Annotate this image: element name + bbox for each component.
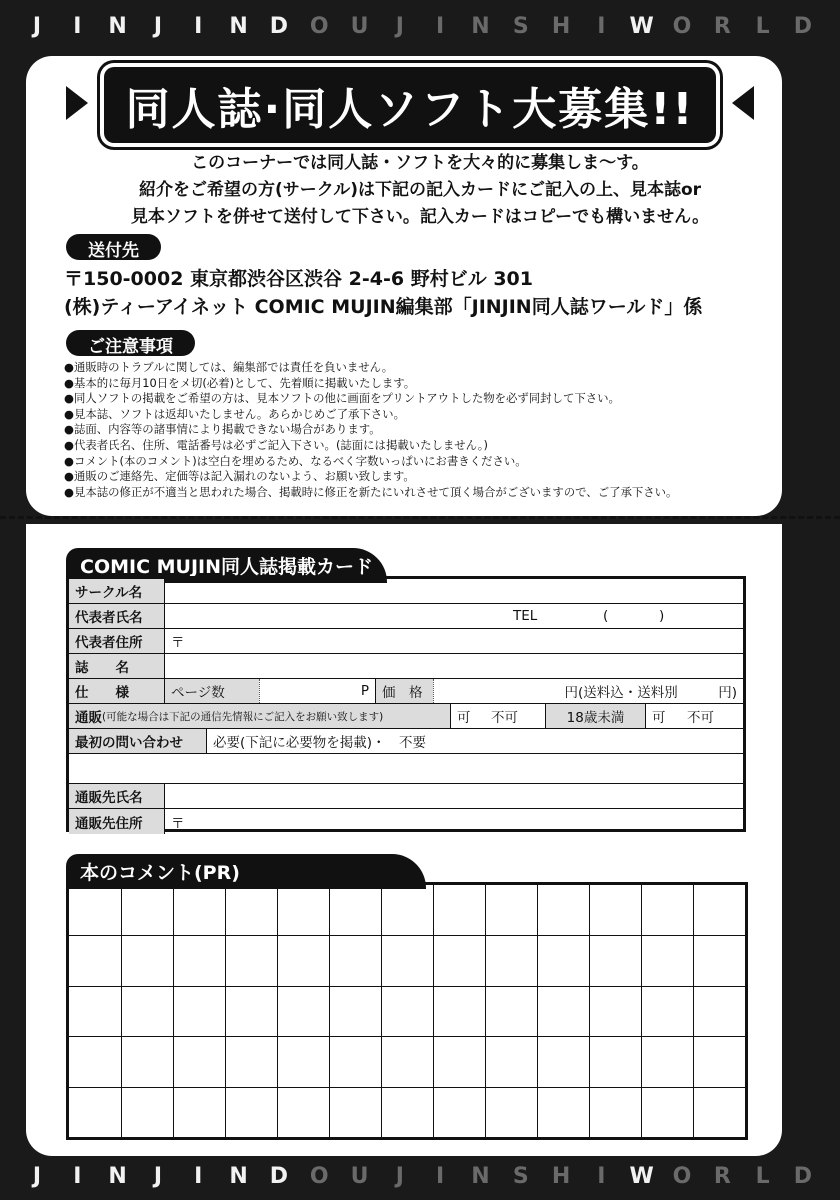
- row-first-inquiry: [69, 729, 743, 754]
- mail-address-label: 通販先住所: [69, 809, 165, 834]
- mail-order-note: (可能な場合は下記の通信先情報にご記入をお願い致します): [102, 710, 384, 723]
- intro-line: 紹介をご希望の方(サークル)は下記の記入カードにご記入の上、見本誌or: [138, 180, 702, 200]
- footer-band: [0, 1150, 840, 1200]
- band-letter: W: [629, 1163, 654, 1189]
- band-letter: J: [153, 13, 163, 39]
- band-letter: L: [755, 13, 770, 39]
- band-letter: H: [551, 13, 571, 39]
- note-item: ● コメント(本のコメント)は空白を埋めるため、なるべく字数いっぱいにお書きください。: [64, 454, 784, 470]
- banner-title: 同人誌·同人ソフト大募集!!: [104, 67, 717, 143]
- mail-name-field[interactable]: [165, 784, 743, 808]
- book-title-field[interactable]: [165, 654, 743, 678]
- circle-name-field[interactable]: [165, 579, 743, 603]
- intro-line: このコーナーでは同人誌・ソフトを大々的に募集しま〜す。: [191, 153, 649, 173]
- band-letter: J: [153, 1163, 163, 1189]
- band-letter: I: [194, 1163, 203, 1189]
- row-book-title: [69, 654, 743, 679]
- intro-line: 見本ソフトを併せて送付して下さい。記入カードはコピーでも構いません。: [130, 207, 710, 227]
- row-mail-name: [69, 784, 743, 809]
- band-letter: D: [793, 13, 813, 39]
- band-letter: S: [512, 1163, 529, 1189]
- mail-name-label: 通販先氏名: [69, 784, 165, 808]
- address-line-1: 〒150-0002 東京都渋谷区渋谷 2-4-6 野村ビル 301: [64, 268, 533, 290]
- tel-label: TEL: [513, 608, 538, 624]
- left-arrow-icon: [66, 86, 88, 120]
- band-letter: H: [551, 1163, 571, 1189]
- grid-column-line: [173, 885, 174, 1137]
- rep-address-field[interactable]: 〒: [171, 635, 185, 651]
- listing-card-form: [66, 576, 746, 832]
- band-letter: S: [512, 13, 529, 39]
- band-letter: I: [73, 1163, 82, 1189]
- mail-order-no[interactable]: 不可: [491, 710, 518, 726]
- mail-order-label: [69, 704, 451, 728]
- row-rep-address: [69, 629, 743, 654]
- first-inquiry-label: 最初の問い合わせ: [69, 729, 207, 753]
- row-mail-order: [69, 704, 743, 729]
- band-letter: D: [269, 13, 288, 39]
- note-item: ● 見本誌、ソフトは返却いたしません。あらかじめご了承下さい。: [64, 407, 784, 423]
- band-letter: N: [471, 13, 490, 39]
- grid-column-line: [277, 885, 278, 1137]
- band-letter: U: [350, 13, 369, 39]
- price-label: 価 格: [375, 679, 433, 703]
- band-letter: O: [309, 1163, 329, 1189]
- note-item: ● 見本誌の修正が不適当と思われた場合、掲載時に修正を新たにいれさせて頂く場合がございますので、ご了承下さい。: [64, 485, 784, 501]
- note-item: ● 同人ソフトの掲載をご希望の方は、見本ソフトの他に画面をプリントアウトした物を必ず同封して下さい。: [64, 391, 784, 407]
- band-letter: O: [672, 13, 692, 39]
- band-letter: I: [436, 13, 445, 39]
- note-item: ● 基本的に毎月10日をメ切(必着)として、先着順に掲載いたします。: [64, 376, 784, 392]
- cut-line: [0, 516, 840, 519]
- rep-address-label: 代表者住所: [69, 629, 165, 653]
- band-letter: J: [32, 13, 42, 39]
- grid-column-line: [381, 885, 382, 1137]
- band-letter: J: [395, 13, 404, 39]
- band-letter: N: [108, 1163, 127, 1189]
- band-letter: U: [350, 1163, 369, 1189]
- row-inquiry-notes: [69, 754, 743, 784]
- note-item: ● 通販時のトラブルに関しては、編集部では責任を負いません。: [64, 360, 784, 376]
- band-letter: D: [793, 1163, 813, 1189]
- mail-order-yes[interactable]: 可: [457, 710, 471, 726]
- circle-name-label: サークル名: [69, 579, 165, 603]
- under18-label: 18歳未満: [545, 704, 645, 728]
- band-letter: N: [471, 1163, 490, 1189]
- mail-order-text: 通販: [75, 710, 102, 726]
- intro-text: [40, 150, 800, 231]
- grid-column-line: [485, 885, 486, 1137]
- band-letter: N: [229, 1163, 248, 1189]
- price-field[interactable]: 円(送料込・送料別 円): [433, 679, 743, 703]
- grid-column-line: [693, 885, 694, 1137]
- card-title: COMIC MUJIN同人誌掲載カード: [66, 548, 387, 583]
- grid-column-line: [537, 885, 538, 1137]
- band-letter: J: [32, 1163, 42, 1189]
- grid-column-line: [225, 885, 226, 1137]
- inquiry-notes-field[interactable]: [69, 754, 743, 783]
- band-letter: N: [108, 13, 127, 39]
- pages-field[interactable]: P: [259, 679, 375, 703]
- band-letter: O: [672, 1163, 692, 1189]
- comment-grid[interactable]: [66, 882, 748, 1140]
- row-rep-name: [69, 604, 743, 629]
- under18-no[interactable]: 不可: [687, 710, 714, 726]
- send-to-label: 送付先: [66, 234, 161, 260]
- note-item: ● 誌面、内容等の諸事情により掲載できない場合があります。: [64, 422, 784, 438]
- row-spec: [69, 679, 743, 704]
- band-letter: I: [597, 1163, 606, 1189]
- mail-address-field[interactable]: 〒: [171, 815, 185, 832]
- notes-list: [64, 360, 784, 500]
- band-letter: I: [436, 1163, 445, 1189]
- grid-row-line: [69, 1087, 745, 1088]
- header-band: [0, 0, 840, 52]
- row-circle-name: [69, 579, 743, 604]
- band-letter: I: [73, 13, 82, 39]
- band-letter: I: [597, 13, 606, 39]
- band-letter: L: [755, 1163, 770, 1189]
- notes-label: ご注意事項: [66, 330, 195, 356]
- first-inquiry-options[interactable]: 必要(下記に必要物を掲載)・ 不要: [213, 735, 427, 751]
- grid-row-line: [69, 935, 745, 936]
- grid-column-line: [121, 885, 122, 1137]
- note-item: ● 代表者氏名、住所、電話番号は必ずご記入下さい。(誌面には掲載いたしません。): [64, 438, 784, 454]
- band-letter: R: [713, 1163, 731, 1189]
- spec-label: 仕 様: [69, 679, 165, 703]
- band-letter: W: [629, 13, 654, 39]
- note-item: ● 通販のご連絡先、定価等は記入漏れのないよう、お願い致します。: [64, 469, 784, 485]
- banner: [60, 70, 760, 140]
- grid-column-line: [589, 885, 590, 1137]
- tel-paren-open: (: [603, 608, 609, 624]
- grid-column-line: [433, 885, 434, 1137]
- band-letter: N: [229, 13, 248, 39]
- rep-name-field[interactable]: [165, 604, 507, 628]
- band-letter: D: [269, 1163, 288, 1189]
- band-letter: I: [194, 13, 203, 39]
- band-letter: O: [309, 13, 329, 39]
- under18-yes[interactable]: 可: [645, 704, 681, 728]
- address-line-2: (株)ティーアイネット COMIC MUJIN編集部「JINJIN同人誌ワールド」係: [64, 296, 703, 318]
- band-letter: R: [713, 13, 731, 39]
- grid-row-line: [69, 986, 745, 987]
- comment-title: 本のコメント(PR): [66, 854, 426, 889]
- book-title-label: 誌 名: [69, 654, 165, 678]
- row-mail-address: [69, 809, 743, 834]
- rep-name-label: 代表者氏名: [69, 604, 165, 628]
- grid-column-line: [641, 885, 642, 1137]
- grid-row-line: [69, 1036, 745, 1037]
- tel-paren-close: ): [659, 608, 665, 624]
- right-arrow-icon: [732, 86, 754, 120]
- pages-label: ページ数: [165, 679, 259, 703]
- grid-column-line: [329, 885, 330, 1137]
- band-letter: J: [395, 1163, 404, 1189]
